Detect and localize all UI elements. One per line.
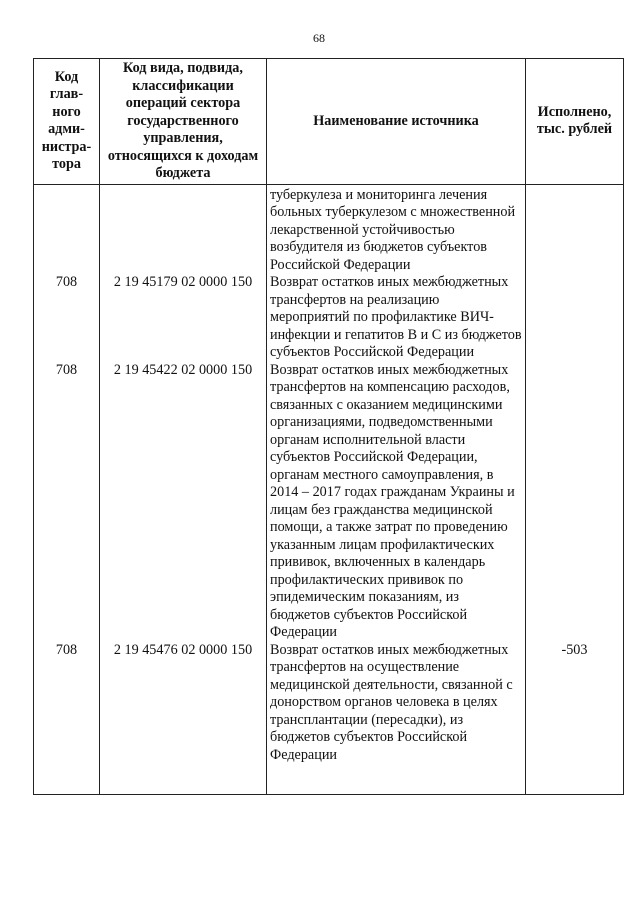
cell-type-code: [100, 184, 267, 274]
cell-admin-code: [34, 184, 100, 274]
cell-type-code: 2 19 45476 02 0000 150: [100, 642, 267, 795]
table-row: [34, 184, 624, 274]
table-header-row: [34, 59, 624, 185]
header-source-name: Наименование источника: [267, 59, 526, 185]
table-row: [34, 274, 624, 362]
header-type-code: Код вида, подвида, классификации операций сектора государственного управления, относящихся к доходам бюджета: [100, 59, 267, 185]
cell-executed: [526, 362, 624, 642]
cell-type-code: 2 19 45422 02 0000 150: [100, 362, 267, 642]
cell-admin-code: 708: [34, 274, 100, 362]
cell-admin-code: 708: [34, 642, 100, 795]
table-row: [34, 642, 624, 795]
cell-type-code: 2 19 45179 02 0000 150: [100, 274, 267, 362]
page-number: 68: [313, 31, 325, 45]
table-row: [34, 362, 624, 642]
cell-executed: -503: [526, 642, 624, 795]
cell-source-name: Возврат остатков иных межбюджетных трансфертов на осуществление медицинской деятельности, связанной с донорством органов человека в целях трансплантации (пересадки), из бюджетов субъектов Российской Федерации: [267, 642, 526, 795]
cell-admin-code: 708: [34, 362, 100, 642]
cell-source-name: Возврат остатков иных межбюджетных трансфертов на компенсацию расходов, связанных с оказанием медицинскими организациями, подведомственными органам исполнительной власти субъектов Российской Федерации, органам местного самоуправления, в 2014 – 2017 годах гражданам Украины и лицам без гражданства медицинской помощи, а также затрат по проведению указанным лицам профилактических прививок, включенных в календарь профилактических прививок по эпидемическим показаниям, из бюджетов субъектов Российской Федерации: [267, 362, 526, 642]
cell-source-name: туберкулеза и мониторинга лечения больных туберкулезом с множественной лекарственной устойчивостью возбудителя из бюджетов субъектов Российской Федерации: [267, 184, 526, 274]
cell-executed: [526, 274, 624, 362]
header-executed: Исполнено, тыс. рублей: [526, 59, 624, 185]
header-admin-code: Код глав-ного адми-нистра-тора: [34, 59, 100, 185]
cell-source-name: Возврат остатков иных межбюджетных трансфертов на реализацию мероприятий по профилактике ВИЧ-инфекции и гепатитов В и С из бюджетов субъектов Российской Федерации: [267, 274, 526, 362]
budget-revenue-table: [33, 58, 624, 795]
cell-executed: [526, 184, 624, 274]
